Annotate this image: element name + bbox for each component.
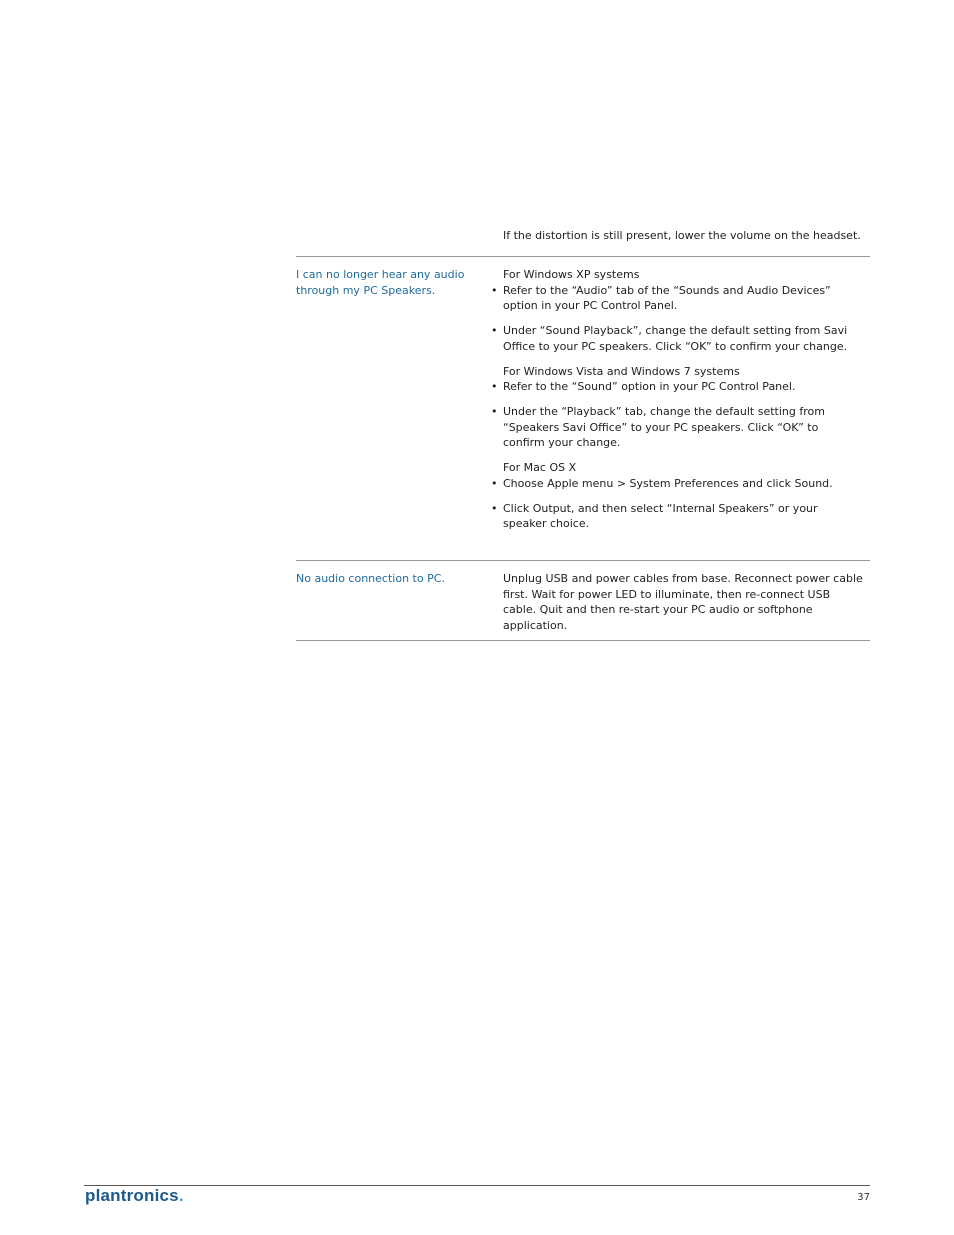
- section-heading: For Windows XP systems: [503, 268, 640, 281]
- logo-text: plantronics: [85, 1186, 179, 1205]
- footer-divider: [84, 1185, 870, 1186]
- problem-text: No audio connection to PC.: [296, 572, 445, 585]
- logo-dot: .: [178, 1186, 184, 1205]
- bullet-list: [503, 476, 863, 532]
- solution-paragraph: Unplug USB and power cables from base. Reconnect power cable first. Wait for power LED to illuminate, then re-connect USB cable. Quit and then re-start your PC audio or softphone application.: [503, 572, 863, 632]
- bullet-item: • Under the “Playback” tab, change the default setting from “Speakers Savi Office” to your PC speakers. Click “OK” to confirm your change.: [503, 404, 863, 451]
- solution-text: [503, 267, 863, 541]
- bullet-item: • Refer to the “Audio” tab of the “Sounds and Audio Devices” option in your PC Control Panel.: [503, 283, 863, 314]
- row-divider: [296, 640, 870, 641]
- bullet-item: • Under “Sound Playback”, change the default setting from Savi Office to your PC speakers. Click “OK” to confirm your change.: [503, 323, 863, 354]
- problem-text: I can no longer hear any audio through my PC Speakers.: [296, 268, 465, 297]
- page-number: 37: [857, 1192, 870, 1203]
- bullet-list: [503, 283, 863, 355]
- bullet-list: [503, 379, 863, 451]
- bullet-item: • Click Output, and then select “Internal Speakers” or your speaker choice.: [503, 501, 863, 532]
- row-divider: [296, 256, 870, 257]
- top-note: If the distortion is still present, lower the volume on the headset.: [503, 229, 861, 242]
- section-heading: For Mac OS X: [503, 461, 577, 474]
- bullet-item: • Choose Apple menu > System Preferences and click Sound.: [503, 476, 863, 492]
- solution-text: [503, 571, 863, 633]
- section-heading: For Windows Vista and Windows 7 systems: [503, 364, 740, 378]
- bullet-item: • Refer to the “Sound” option in your PC Control Panel.: [503, 379, 863, 395]
- row-divider: [296, 560, 870, 561]
- plantronics-logo: [85, 1186, 184, 1206]
